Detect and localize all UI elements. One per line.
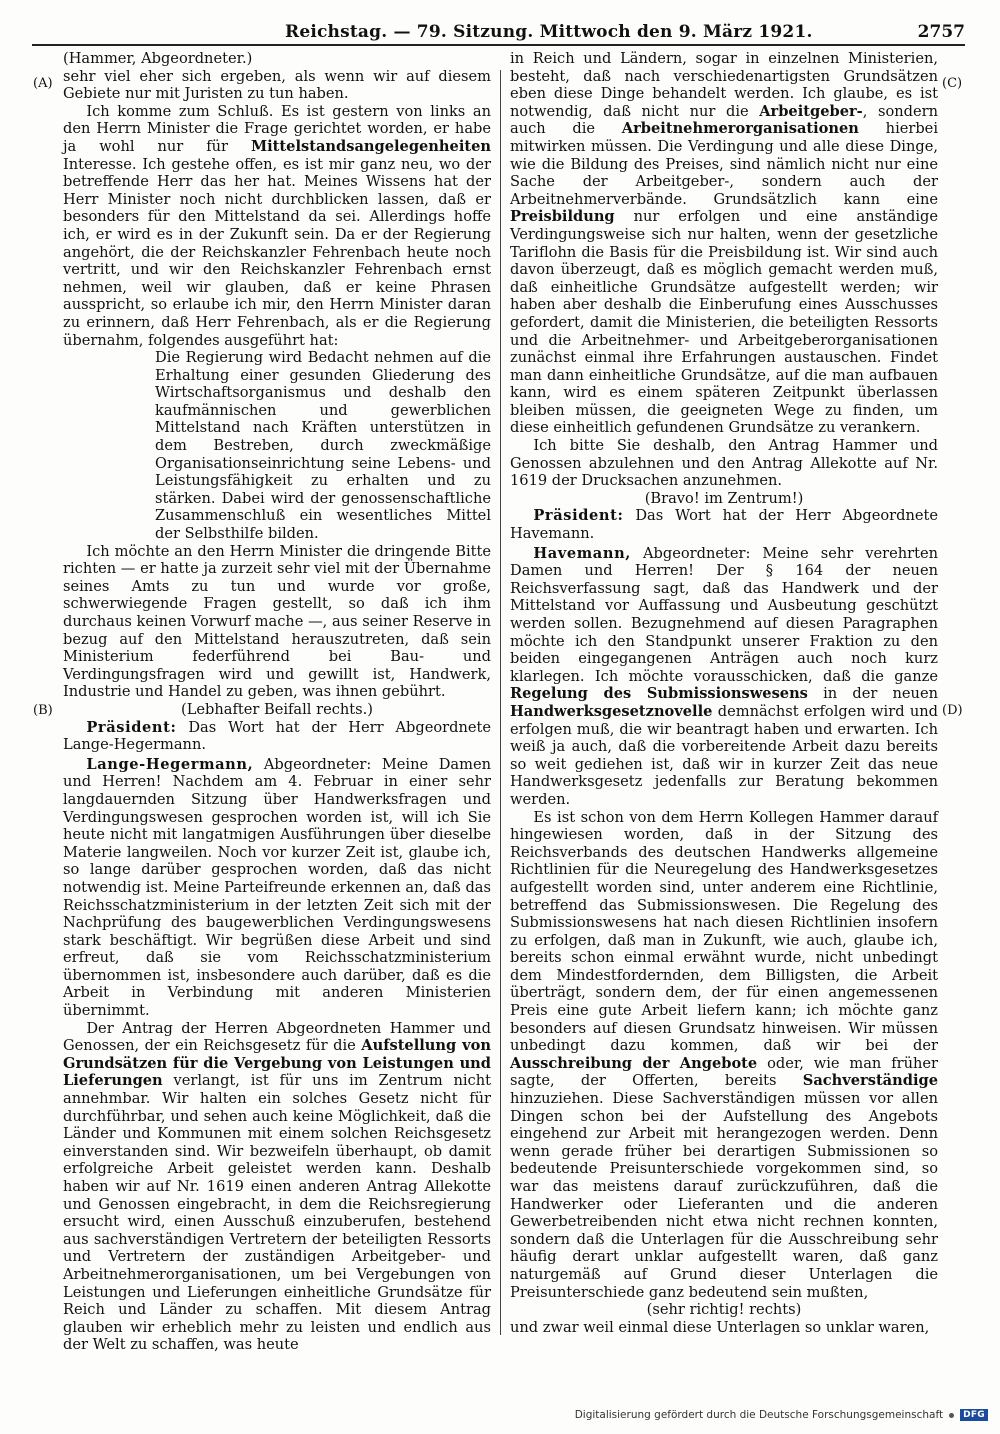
- margin-mark-c: (C): [942, 76, 963, 91]
- footer-credit: [575, 1407, 988, 1423]
- block-quote: Die Regierung wird Bedacht nehmen auf die Erhaltung einer gesunden Gliederung des Wirtschaftsorganismus und deshalb den kaufmännischen und gewerblichen Mittelstand nach Kräften unterstützen in dem Bestreben, durch zweckmäßige Organisationseinrichtung seine Lebens- und Leistungsfähigkeit zu erhalten und zu stärken. Dabei wird der genossenschaftliche Zusammenschluß ein wesentliches Mittel der Selbsthilfe bilden.: [155, 349, 491, 543]
- emphasis: Preisbildung: [510, 208, 615, 226]
- speaker-name: Havemann,: [533, 544, 631, 562]
- footer-text: Digitalisierung gefördert durch die Deutsche Forschungsgemeinschaft: [574, 1409, 944, 1421]
- stage-direction: (sehr richtig! rechts): [646, 1301, 802, 1319]
- header-rule: [32, 44, 965, 46]
- speaker-turn: Präsident: Das Wort hat der Herr Abgeordnete Lange-Hegermann.: [63, 718, 491, 754]
- speaker-turn: Lange-Hegermann, Abgeordneter: Meine Damen und Herren! Nachdem am 4. Februar in einer sehr langdauernden Sitzung über Handwerksfragen und Verdingungswesen gesprochen worden ist, will ich Sie heute nicht mit langatmigen Ausführungen über dieselbe Materie langweilen. Noch vor kurzer Zeit ist, glaube ich, so lange darüber gesprochen worden, daß das nicht notwendig ist. Meine Parteifreunde erkennen an, daß das Reichsschatzministerium in der letzten Zeit sich mit der Nachprüfung des baugewerblichen Verdingungswesens stark beschäftigt. Wir begrüßen diese Arbeit und sind erfreut, daß sie vom Reichsschatzministerium übernommen ist, insbesondere auch darüber, daß es die Arbeit in Verbindung mit anderen Ministerien übernimmt.: [63, 755, 491, 1020]
- paragraph: Ich komme zum Schluß. Es ist gestern von links an den Herrn Minister die Frage gerichtet worden, er habe ja wohl nur für Mittelstandsangelegenheiten Interesse. Ich gestehe offen, es ist mir ganz neu, wo der betreffende Herr das her hat. Meines Wissens hat der Herr Minister noch nicht durchblicken lassen, daß er besonders für den Mittelstand da sei. Allerdings hoffe ich, er wird es in der Zukunft sein. Da er der Regierung angehört, die der Reichskanzler Fehrenbach heute noch vertritt, und wir den Reichskanzler Fehrenbach ernst nehmen, weil wir glauben, daß er keine Phrasen ausspricht, so erlaube ich mir, den Herrn Minister daran zu erinnern, daß Herr Fehrenbach, als er die Regierung übernahm, folgendes ausgeführt hat:: [63, 102, 491, 349]
- separator-dot: [949, 1413, 954, 1418]
- page-header: [285, 22, 965, 52]
- column-divider: [500, 70, 501, 1335]
- margin-mark-d: (D): [942, 703, 963, 718]
- emphasis: Handwerksgesetznovelle: [510, 702, 713, 720]
- speaker-turn: Präsident: Das Wort hat der Herr Abgeordnete Havemann.: [510, 507, 938, 543]
- paragraph: Ich möchte an den Herrn Minister die dringende Bitte richten — er hatte ja zurzeit sehr viel mit der Übernahme seines Amts zu tun und wurde vor große, schwerwiegende Fragen gestellt, so daß ich ihm durchaus keinen Vorwurf mache —, aus seiner Reserve in bezug auf den Mittelstand herauszutreten, daß sein Ministerium federführend bei Bau- und Verdingungsfragen wird und gewillt ist, Handwerk, Industrie und Handel zu geben, was ihnen gebührt.: [63, 542, 491, 701]
- speaker-turn: Havemann, Abgeordneter: Meine sehr verehrten Damen und Herren! Der § 164 der neuen Reichsverfassung sagt, daß das Handwerk und der Mittelstand vor Auffassung und Ausbeutung geschützt werden sollen. Bezugnehmend auf diesen Paragraphen möchte ich den Standpunkt unserer Fraktion zu den beiden eingegangenen Anträgen auch noch kurz klarlegen. Ich möchte vorausschicken, daß die ganze Regelung des Submissionswesens in der neuen Handwerksgesetznovelle demnächst erfolgen wird und erfolgen muß, die wir beantragt haben und erwarten. Ich weiß ja auch, daß die vorbereitende Arbeit dazu bereits so weit gediehen ist, daß wir in kurzer Zeit das neue Handwerksgesetz jedenfalls zur Beratung bekommen werden.: [510, 544, 938, 808]
- paragraph: und zwar weil einmal diese Unterlagen so unklar waren,: [510, 1318, 930, 1336]
- page-number: 2757: [917, 22, 965, 42]
- emphasis: Arbeitnehmerorganisationen: [621, 120, 859, 138]
- paragraph: in Reich und Ländern, sogar in einzelnen Ministerien, besteht, daß nach verschiedenartigsten Grundsätzen eben diese Dinge behandelt werden. Ich glaube, es ist notwendig, daß nicht nur die Arbeitgeber-, sondern auch die Arbeitnehmerorganisationen hierbei mitwirken müssen. Die Verdingung und alle diese Dinge, wie die Bildung des Preises, sind nämlich nicht nur eine Sache der Arbeitgeber-, sondern auch der Arbeitnehmerverbände. Grundsätzlich kann eine Preisbildung nur erfolgen und eine anständige Verdingungsweise sich nur halten, wenn der gesetzliche Tariflohn die Basis für die Preisbildung ist. Wir sind auch davon überzeugt, daß es möglich gemacht werden muß, daß einheitliche Grundsätze aufgestellt werden; wir haben aber deshalb die Einberufung eines Ausschusses gefordert, damit die Ministerien, die beteiligten Ressorts und die Arbeitnehmer- und Arbeitgeberorganisationen zunächst einmal ihre Erfahrungen austauschen. Findet man dann einheitliche Grundsätze, auf die man aufbauen kann, wird es einem späteren Zeitpunkt überlassen bleiben müssen, die geeigneten Wege zu finden, um diese einheitlich gefundenen Grundsätze zu verankern.: [510, 50, 938, 437]
- running-head: Reichstag. — 79. Sitzung. Mittwoch den 9. März 1921.: [285, 22, 813, 42]
- emphasis: Mittelstandsangelegenheiten: [250, 137, 491, 155]
- paragraph: sehr viel eher sich ergeben, als wenn wir auf diesem Gebiete nur mit Juristen zu tun haben.: [63, 67, 491, 103]
- dfg-logo: DFG: [960, 1409, 988, 1421]
- emphasis: Aufstellung von Grundsätzen für die Vergebung von Leistungen und Lieferungen: [63, 1037, 492, 1090]
- speaker-name: Präsident:: [533, 507, 624, 525]
- speaker-name: Lange-Hegermann,: [86, 755, 254, 773]
- margin-mark-b: (B): [33, 703, 53, 718]
- emphasis: Regelung des Submissionswesens: [510, 685, 808, 703]
- emphasis: Arbeitgeber-: [759, 102, 863, 120]
- margin-mark-a: (A): [33, 76, 53, 91]
- left-column: [63, 50, 491, 1354]
- stage-direction: (Bravo! im Zentrum!): [644, 489, 804, 507]
- emphasis: Sachverständige: [802, 1072, 938, 1090]
- speaker-name: Präsident:: [86, 718, 177, 736]
- right-column: [510, 50, 938, 1336]
- emphasis: Ausschreibung der Angebote: [510, 1054, 758, 1072]
- speaker-reference: (Hammer, Abgeordneter.): [63, 50, 253, 67]
- paragraph: Ich bitte Sie deshalb, den Antrag Hammer und Genossen abzulehnen und den Antrag Allekotte auf Nr. 1619 der Drucksachen anzunehmen.: [510, 437, 938, 490]
- paragraph: Es ist schon von dem Herrn Kollegen Hammer darauf hingewiesen worden, daß in der Sitzung des Reichsverbands des deutschen Handwerks allgemeine Richtlinien für die Neuregelung des Handwerksgesetzes aufgestellt worden sind, unter anderem eine Richtlinie, betreffend das Submissionswesen. Die Regelung des Submissionswesens hat nach diesen Richtlinien insofern zu erfolgen, daß man in Zukunft, wie auch, glaube ich, bereits schon einmal erwähnt wurde, nicht unbedingt dem Mindestfordernden, dem Billigsten, die Arbeit überträgt, sondern dem, der für einen angemessenen Preis eine gute Arbeit liefern kann; ich möchte ganz besonders auf diesen Grundsatz hinweisen. Wir müssen unbedingt dazu kommen, daß wir bei der Ausschreibung der Angebote oder, wie man früher sagte, der Offerten, bereits Sachverständige hinzuziehen. Diese Sachverständigen müssen vor allen Dingen schon bei der Aufstellung des Angebots eingehend zur Arbeit mit herangezogen werden. Denn wenn gerade früher bei derartigen Submissionen so bedeutende Preisunterschiede vorgekommen sind, so war das meistens darauf zurückzuführen, daß die Handwerker oder Lieferanten und die anderen Gewerbetreibenden nicht etwa nicht rechnen konnten, sondern daß die Unterlagen für die Ausschreibung sehr häufig derart unklar aufgestellt waren, daß ganz naturgemäß auf Grund dieser Unterlagen die Preisunterschiede ganz bedeutend sein mußten,: [510, 808, 938, 1301]
- stage-direction: (Lebhafter Beifall rechts.): [181, 700, 373, 718]
- paragraph: Der Antrag der Herren Abgeordneten Hammer und Genossen, der ein Reichsgesetz für die Aufstellung von Grundsätzen für die Vergebung von Leistungen und Lieferungen verlangt, ist für uns im Zentrum nicht annehmbar. Wir halten ein solches Gesetz nicht für durchführbar, und sehen auch keine Möglichkeit, daß die Länder und Kommunen mit einem solchen Reichsgesetz einverstanden sind. Wir bezweifeln überhaupt, ob damit erfolgreiche Arbeit geleistet werden kann. Deshalb haben wir auf Nr. 1619 einen anderen Antrag Allekotte und Genossen eingebracht, in dem die Reichsregierung ersucht wird, einen Ausschuß einzuberufen, bestehend aus sachverständigen Vertretern der beteiligten Ressorts und Vertretern der zuständigen Arbeitgeber- und Arbeitnehmerorganisationen, um bei Vergebungen von Leistungen und Lieferungen einheitliche Grundsätze für Reich und Länder zu schaffen. Mit diesem Antrag glauben wir erheblich mehr zu leisten und endlich aus der Welt zu schaffen, was heute: [63, 1019, 492, 1354]
